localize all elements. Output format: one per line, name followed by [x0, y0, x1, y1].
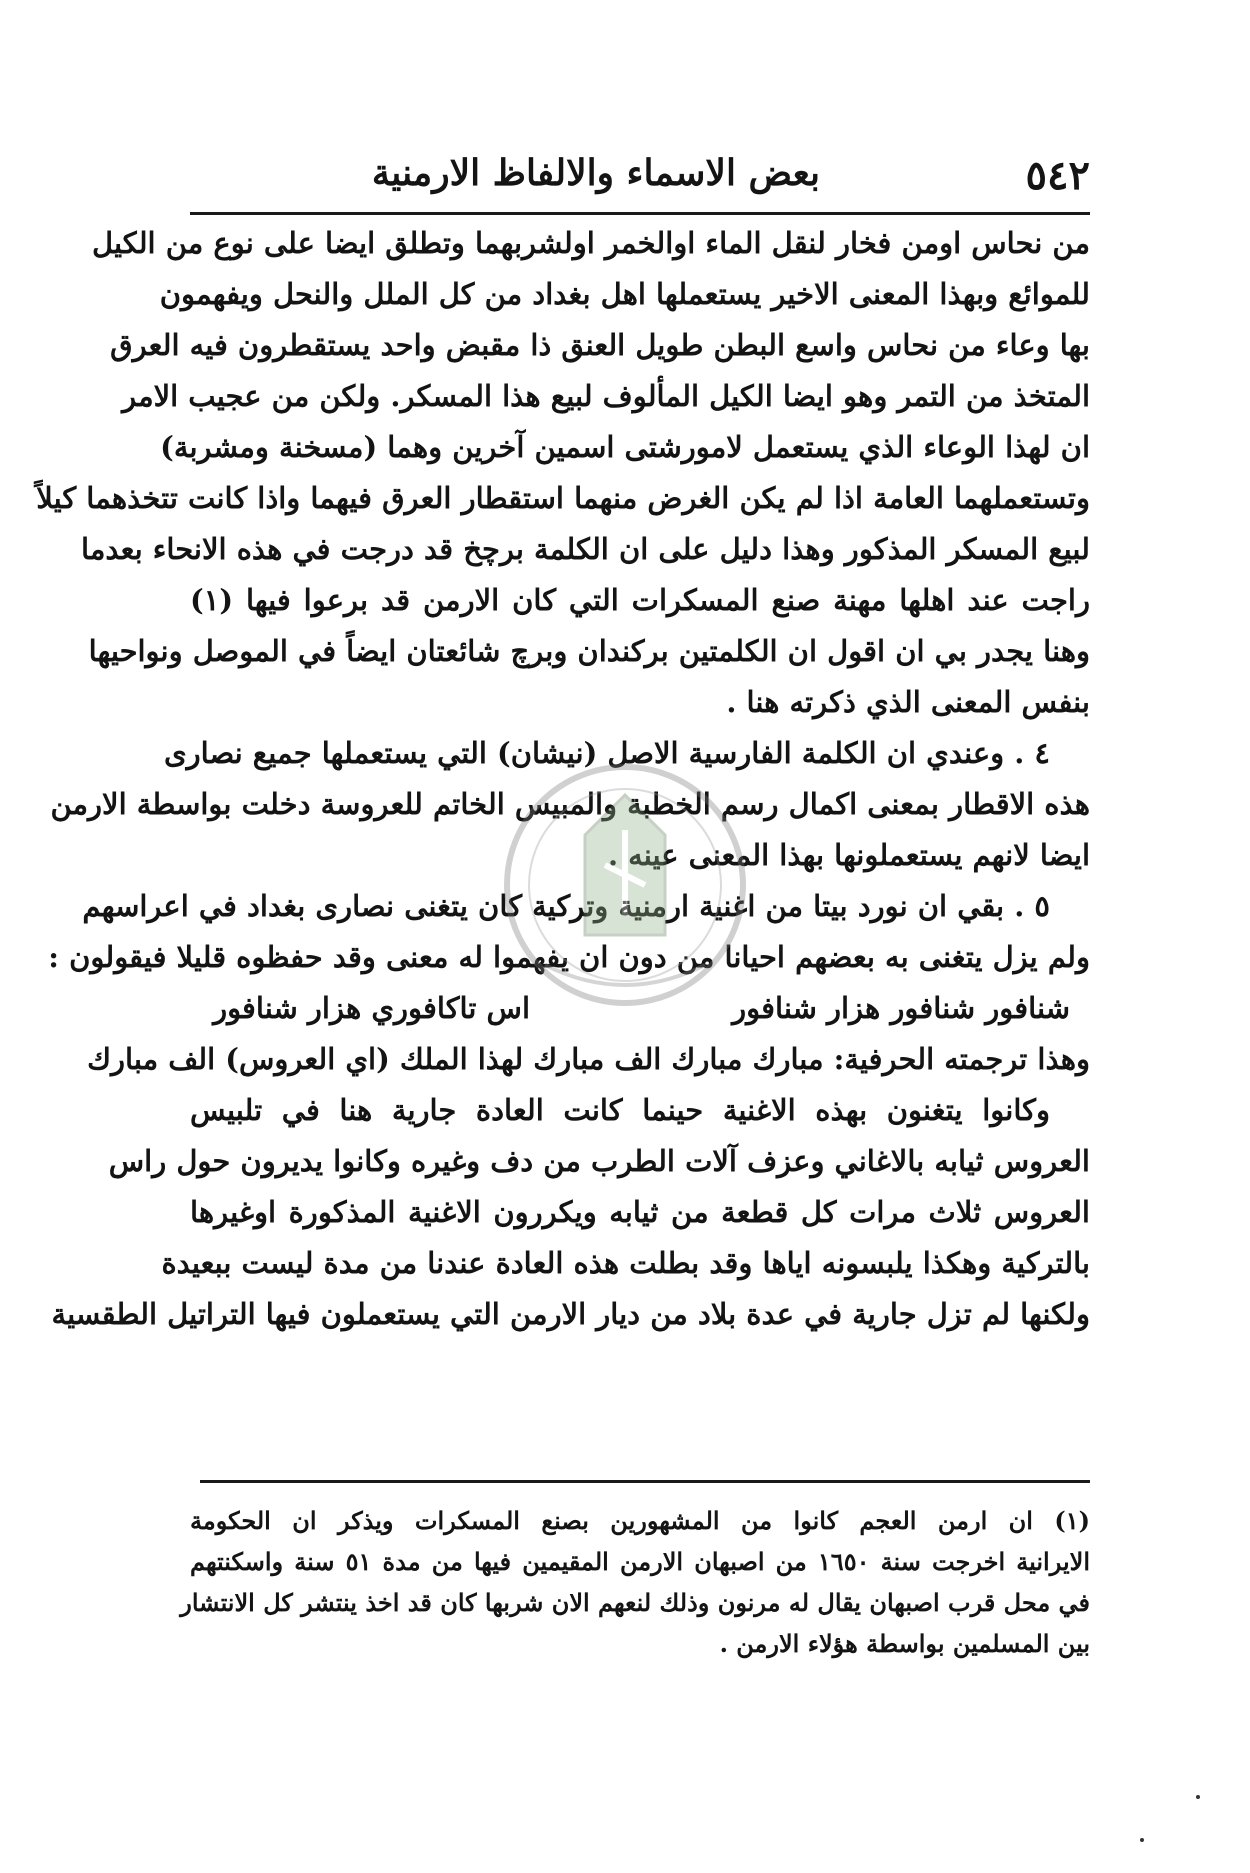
text-line: وهنا يجدر بي ان اقول ان الكلمتين بركندان وبرچ شائعتان ايضاً في الموصل ونواحيها [88, 634, 1090, 668]
text-line: ولكنها لم تزل جارية في عدة بلاد من ديار الارمن التي يستعملون فيها التراتيل الطقسية [51, 1297, 1090, 1331]
library-seal-icon [475, 735, 775, 1035]
text-line: ولم يزل يتغنى به بعضهم احيانا من دون ان يفهموا له معنى وقد حفظوه قليلا فيقولون : [48, 940, 1090, 974]
text-line: هذه الاقطار بمعنى اكمال رسم الخطبة والمبيس الخاتم للعروسة دخلت بواسطة الارمن [50, 787, 1090, 821]
text-line: العروس ثيابه بالاغاني وعزف آلات الطرب من دف وغيره وكانوا يديرون حول راس [108, 1144, 1090, 1178]
text-line: وهذا ترجمته الحرفية: مبارك مبارك الف مبارك لهذا الملك (اي العروس) الف مبارك [87, 1042, 1090, 1076]
header-rule [190, 212, 1090, 215]
footnote-line: بين المسلمين بواسطة هؤلاء الارمن . [719, 1629, 1090, 1658]
page-header [190, 148, 1090, 208]
text-line: راجت عند اهلها مهنة صنع المسكرات التي كان الارمن قد برعوا فيها (١) [190, 583, 1090, 617]
scan-speck [1140, 1838, 1144, 1842]
footnote-line: في محل قرب اصبهان يقال له مرنون وذلك لنعهم الان شربها كان قد اخذ ينتشر كل الانتشار [180, 1588, 1090, 1617]
text-line: بنفس المعنى الذي ذكرته هنا . [726, 685, 1090, 719]
footnote-line: الايرانية اخرجت سنة ١٦٥٠ من اصبهان الارمن المقيمين فيها من مدة ٥١ سنة واسكنتهم [190, 1547, 1090, 1576]
text-line: ان لهذا الوعاء الذي يستعمل لامورشتى اسمين آخرين وهما (مسخنة ومشربة) [160, 430, 1090, 464]
footnote-rule [200, 1480, 1090, 1483]
text-line: ٥ . بقي ان نورد بيتا من اغنية ارمنية وتركية كان يتغنى نصارى بغداد في اعراسهم [82, 889, 1050, 923]
scan-speck [1196, 1795, 1200, 1799]
paragraph-block-2 [51, 1034, 1090, 1340]
text-line: المتخذ من التمر وهو ايضا الكيل المألوف لبيع هذا المسكر. ولكن من عجيب الامر [122, 379, 1090, 413]
verse-left-hemistich: اس تاكافوري هزار شنافور [213, 991, 530, 1025]
text-line: العروس ثلاث مرات كل قطعة من ثيابه ويكررون الاغنية المذكورة اوغيرها [190, 1195, 1090, 1229]
text-line: بالتركية وهكذا يلبسونه اياها وقد بطلت هذه العادة عندنا من مدة ليست ببعيدة [161, 1246, 1090, 1280]
text-line: بها وعاء من نحاس واسع البطن طويل العنق ذا مقبض واحد يستقطرون فيه العرق [110, 328, 1090, 362]
text-line: للموائع وبهذا المعنى الاخير يستعملها اهل بغداد من كل الملل والنحل ويفهمون [159, 277, 1090, 311]
text-line: وكانوا يتغنون بهذه الاغنية حينما كانت العادة جارية هنا في تلبيس [190, 1093, 1050, 1127]
text-line: من نحاس اومن فخار لنقل الماء اوالخمر اولشربهما وتطلق ايضا على نوع من الكيل [91, 226, 1090, 260]
text-line: وتستعملهما العامة اذا لم يكن الغرض منهما استقطار العرق فيهما واذا كانت تتخذهما كيلاً [36, 481, 1090, 515]
verse-right-hemistich: شنافور شنافور هزار شنافور [732, 991, 1070, 1025]
text-line: لبيع المسكر المذكور وهذا دليل على ان الكلمة برچخ قد درجت في هذه الانحاء بعدما [80, 532, 1090, 566]
footnote-line: (١) ان ارمن العجم كانوا من المشهورين بصنع المسكرات ويذكر ان الحكومة [190, 1506, 1090, 1535]
running-title: بعض الاسماء والالفاظ الارمنية [371, 152, 820, 194]
footnotes [180, 1500, 1090, 1664]
text-line: ايضا لانهم يستعملونها بهذا المعنى عينه . [607, 838, 1090, 872]
page-number: ٥٤٢ [1025, 152, 1090, 199]
text-line: ٤ . وعندي ان الكلمة الفارسية الاصل (نيشان) التي يستعملها جميع نصارى [163, 736, 1050, 770]
